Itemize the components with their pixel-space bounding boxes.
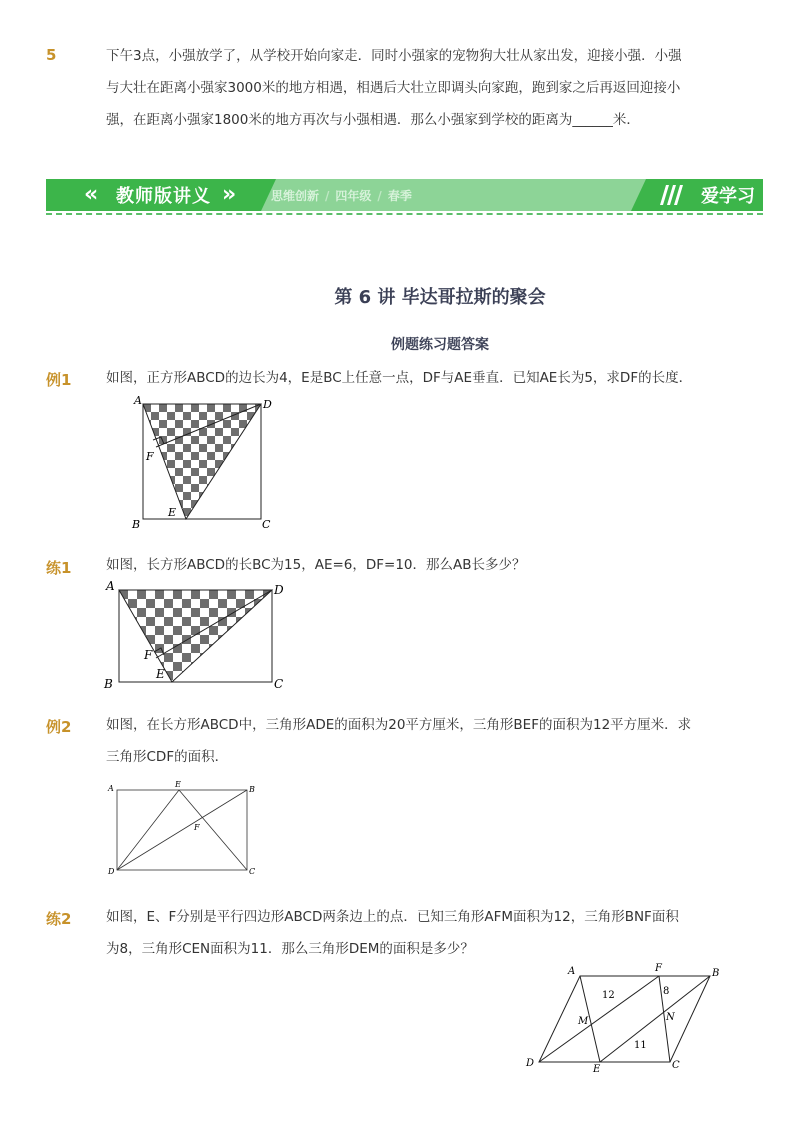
figure-label: N (666, 1012, 675, 1023)
figure-label: C (672, 1060, 680, 1071)
figure-label: A (568, 966, 576, 977)
problem-number: 5 (46, 46, 57, 64)
chevron-right-icon: » (222, 182, 237, 207)
example-text: 如图，长方形ABCD的长BC为15，AE=6，DF=10．那么AB长多少？ (106, 557, 526, 573)
figure-label: B (132, 518, 141, 531)
example-text-line: 如图，在长方形ABCD中，三角形ADE的面积为20平方厘米，三角形BEF的面积为12平方厘米．求 (106, 717, 692, 733)
banner-divider (46, 213, 763, 215)
problem-text-line: 强，在距离小强家1800米的地方再次与小强相遇．那么小强家到学校的距离为______米． (106, 112, 640, 128)
figure-label: A (108, 784, 114, 793)
figure-label: F (194, 823, 200, 832)
figure-label: C (249, 867, 256, 876)
example-text-line: 为8，三角形CEN面积为11．那么三角形DEM的面积是多少？ (106, 941, 474, 957)
brand-logo-icon (658, 183, 686, 207)
example-text-line: 三角形CDF的面积． (106, 749, 229, 765)
lecture-banner (46, 179, 763, 217)
figure-rectangle-abcd (102, 578, 292, 692)
figure-label: F (144, 648, 153, 662)
figure-rectangle-triangles (104, 780, 264, 880)
example-label: 例2 (46, 718, 72, 736)
example-label: 练1 (46, 559, 72, 577)
example-label: 例1 (46, 371, 72, 389)
figure-label: E (593, 1064, 601, 1075)
figure-label: B (712, 968, 720, 979)
banner-breadcrumb (271, 187, 412, 204)
figure-label: C (274, 677, 284, 691)
area-label: 12 (602, 990, 615, 1001)
lecture-title: 第 6 讲 毕达哥拉斯的聚会 (334, 287, 546, 308)
figure-label: A (106, 579, 115, 593)
figure-label: D (274, 583, 284, 597)
figure-label: D (108, 867, 115, 876)
problem-text-line: 下午3点，小强放学了，从学校开始向家走．同时小强家的宠物狗大壮从家出发，迎接小强．小强 (106, 48, 682, 64)
example-label: 练2 (46, 910, 72, 928)
area-label: 8 (663, 986, 670, 997)
figure-label: D (263, 398, 272, 411)
figure-label: B (249, 785, 255, 794)
breadcrumb-separator: / (325, 189, 330, 203)
breadcrumb-item: 春季 (387, 189, 412, 203)
example-text-line: 如图，E、F分别是平行四边形ABCD两条边上的点．已知三角形AFM面积为12，三角形BNF面积 (106, 909, 679, 925)
figure-square-abcd (128, 392, 278, 534)
chevron-left-icon: « (84, 182, 99, 207)
banner-title: 教师版讲义 (116, 186, 211, 207)
figure-label: F (146, 450, 154, 463)
figure-label: E (156, 667, 165, 681)
example-text: 如图，正方形ABCD的边长为4，E是BC上任意一点，DF与AE垂直．已知AE长为5，求DF的长度． (106, 370, 693, 386)
brand-name: 爱学习 (701, 186, 755, 207)
section-title: 例题练习题答案 (391, 337, 489, 353)
breadcrumb-item: 思维创新 (271, 189, 320, 203)
figure-label: B (104, 677, 113, 691)
figure-label: D (526, 1058, 535, 1069)
area-label: 11 (634, 1040, 647, 1051)
figure-label: E (168, 506, 177, 519)
figure-label: E (175, 780, 181, 789)
figure-label: F (655, 963, 662, 974)
figure-parallelogram-abcd (522, 962, 732, 1076)
breadcrumb-separator: / (377, 189, 382, 203)
breadcrumb-item: 四年级 (335, 189, 372, 203)
problem-text-line: 与大壮在距离小强家3000米的地方相遇，相遇后大壮立即调头向家跑，跑到家之后再返回迎接小 (106, 80, 681, 96)
figure-label: A (134, 394, 142, 407)
figure-label: M (578, 1016, 589, 1027)
figure-label: C (262, 518, 271, 531)
